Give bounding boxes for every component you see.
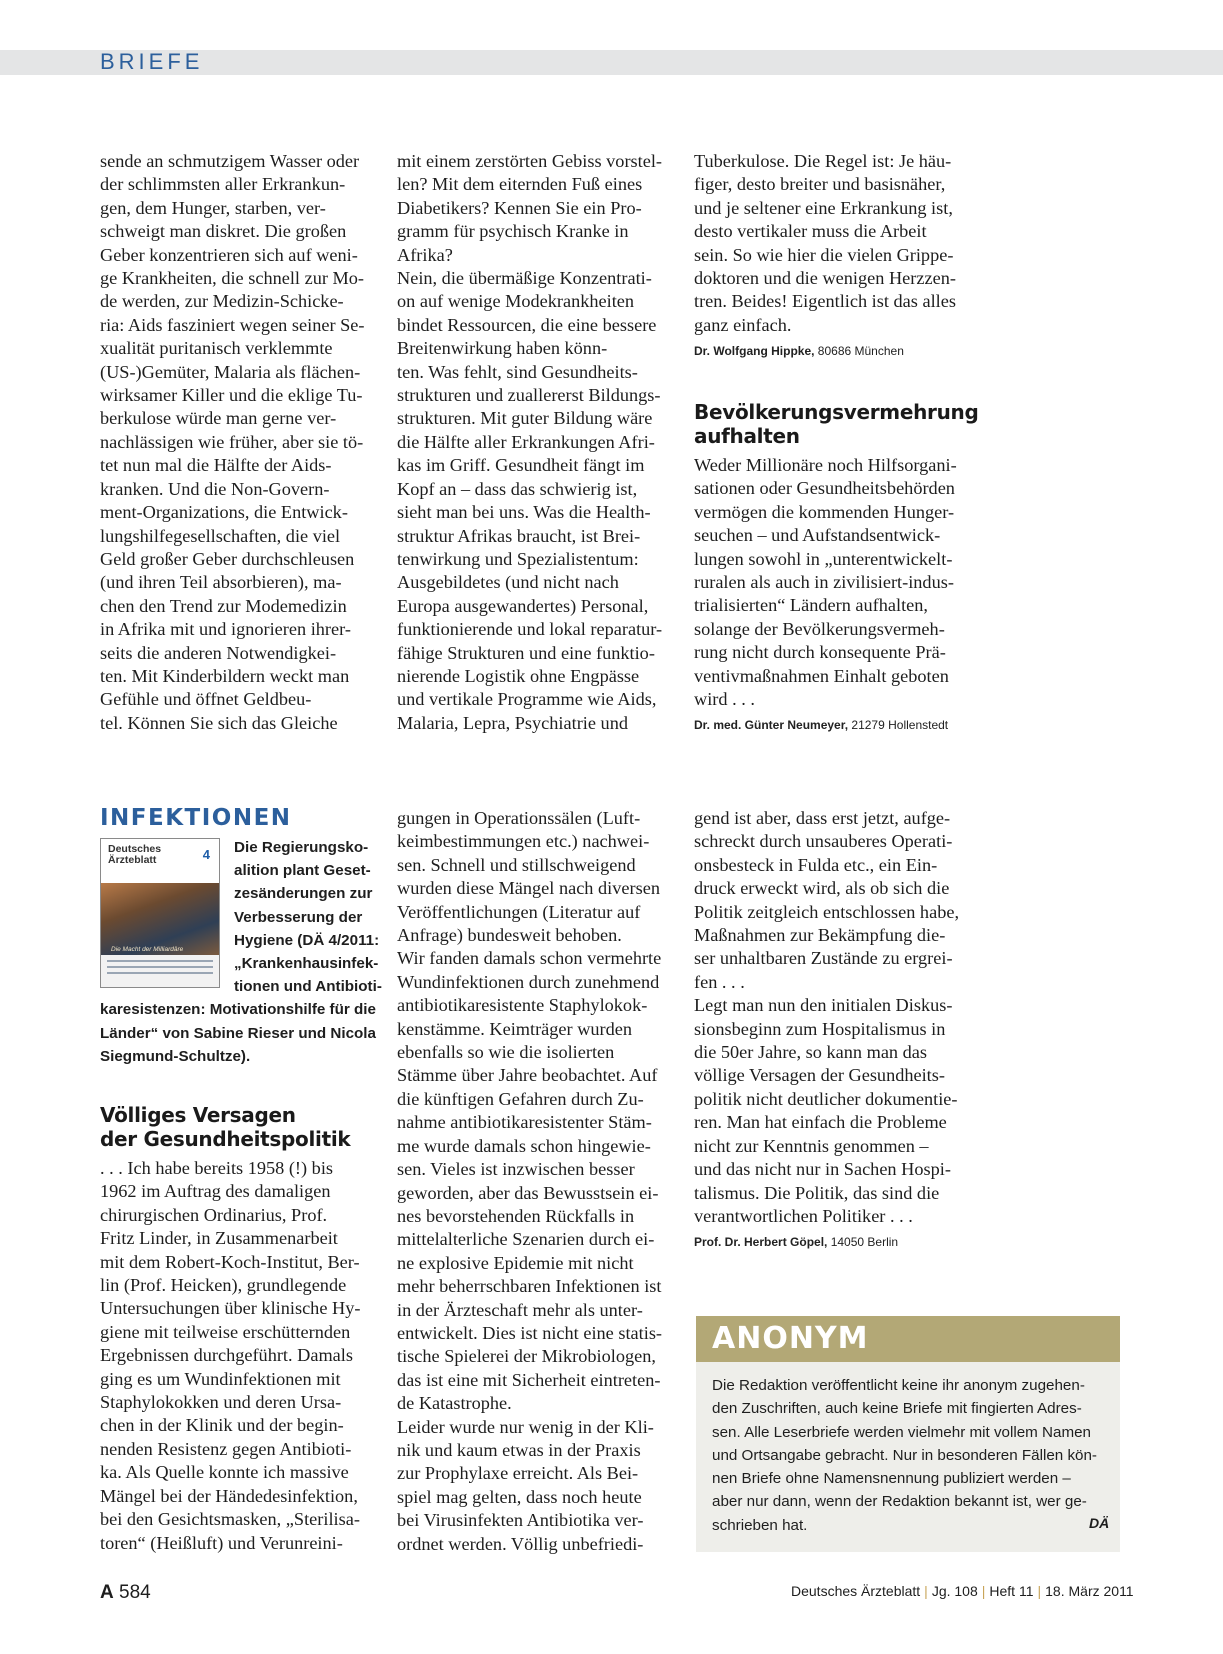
intro-line: alition plant Geset- [234,862,371,880]
letter1-column-1 [100,150,390,735]
letter3-text-part-2: gungen in Operationssälen (Luft- keimbestimmungen etc.) nachwei- sen. Schnell und stillschweigend wurden diese Mängel nach diversen Veröffentlichungen (Literatur auf Anfrage) bundesweit behoben. Wir fanden damals schon vermehrte Wundinfektionen durch zunehmend antibiotikaresistente Staphylokok- kenstämme. Keimträger wurden ebenfalls so wie die isolierten Stämme über Jahre beobachtet. Auf die künftigen Gefahren durch Zu- nahme antibiotikaresistenter Stäm- me wurde damals schon hingewie- sen. Vieles ist inzwischen besser geworden, aber das Bewusstsein ei- nes bevorstehenden Rückfalls in mittelalterliche Szenarien durch ei- ne explosive Epidemie mit nicht mehr beherrschbaren Infektionen ist in der Ärzteschaft mehr als unter- entwickelt. Dies ist nicht eine statis- tische Spielerei der Mikrobiologen, das ist eine mit Sicherheit eintreten- de Katastrophe. Leider wurde nur wenig in der Kli- nik und kaum etwas in der Praxis zur Prophylaxe erreicht. Als Bei- spiel mag gelten, dass noch heute bei Virusinfekten Antibiotika ver- ordnet werden. Völlig unbefriedi- [397,808,663,1554]
letter3-text-part-3: gend ist aber, dass erst jetzt, aufge- schreckt durch unsauberes Operati- onsbesteck in Fulda etc., ein Ein- druck erweckt wird, als ob sich die Politik zeitgleich entschlossen habe, Maßnahmen zur Bekämpfung die- ser unhaltbaren Zustände zu ergrei- fen . . . Legt man nun den initialen Diskus- sionsbeginn zum Hospitalismus in die 50er Jahre, so kann man das völlige Versagen der Gesundheits- politik nicht deutlicher dokumentie- ren. Man hat einfach die Probleme nicht zur Kenntnis genommen – und das nicht nur in Sachen Hospi- talismus. Die Politik, das sind die verantwortlichen Politiker . . . [694,808,960,1226]
letter1-author-name: Dr. Wolfgang Hippke, [694,344,815,359]
letter2-author-place: 21279 Hollenstedt [851,718,949,733]
letter1-signature [694,343,994,359]
letter3-column-3 [694,807,994,1250]
cover-issue-number: 4 [202,847,210,862]
letter3-signature [694,1234,994,1250]
letter2-text: Weder Millionäre noch Hilfsorgani- sationen oder Gesundheitsbehörden vermögen die kommenden Hunger- seuchen – und Aufstandsentwick- lungen sowohl in „unterentwickelt- ruralen als auch in zivilisiert-indus- trialisierten“ Ländern aufhalten, solange der Bevölkerungsvermeh- rung nicht durch konsequente Prä- ventivmaßnahmen Einhalt geboten wird . . . [694,455,957,710]
cover-photo-caption: Die Macht der Milliardäre [111,946,184,953]
letter1-author-place: 80686 München [817,344,904,359]
letter1-text-part-2: mit einem zerstörten Gebiss vorstel- len? Mit dem eiternden Fuß eines Diabetikers? Kennen Sie ein Pro- gramm für psychisch Kranke in Afrika? Nein, die übermäßige Konzentrati- on auf wenige Modekrankheiten bindet Ressourcen, die eine bessere Breitenwirkung haben könn- ten. Was fehlt, sind Gesundheits- strukturen und zuallererst Bildungs- strukturen. Mit guter Bildung wäre die Hälfte aller Erkrankungen Afri- kas im Griff. Gesundheit fängt im Kopf an – dass das schwierig ist, sieht man bei uns. Was die Health- struktur Afrikas braucht, ist Brei- tenwirkung und Spezialistentum: Ausgebildetes (und nicht nach Europa ausgewandertes) Personal, funktionierende und lokal reparatur- fähige Strukturen und eine funktio- nierende Logistik ohne Engpässe und vertikale Programme wie Aids, Malaria, Lepra, Psychiatrie und [397,151,663,733]
footer-separator: | [924,1583,928,1599]
letter2-column [694,454,994,733]
letter1-text-part-3: Tuberkulose. Die Regel ist: Je häu- figer, desto breiter und basisnäher, und je seltener eine Erkrankung ist, desto vertikaler muss die Arbeit sein. So wie hier die vielen Grippe- doktoren und die wenigen Herzzen- tren. Beides! Eigentlich ist das alles ganz einfach. [694,151,956,335]
letter3-column-2 [397,807,689,1556]
anonym-editor-mark: DÄ [1089,1515,1110,1531]
footer-volume: Jg. 108 [931,1583,978,1599]
intro-line: Verbesserung der [234,908,363,926]
letter2-heading: Bevölkerungsvermehrung aufhalten [694,400,979,448]
intro-line: zesänderungen zur [234,885,373,903]
anonym-text: Die Redaktion veröffentlicht keine ihr anonym zugehen- den Zuschriften, auch keine Briefe mit fingierten Adres- sen. Alle Leserbriefe werden vielmehr mit vollem Namen und Ortsangabe gebracht. Nur in besonderen Fällen kön- nen Briefe ohne Namensnennung publiziert werden – aber nur dann, wenn der Redaktion bekannt ist, wer ge- schrieben hat. [712,1377,1097,1534]
letter3-author-name: Prof. Dr. Herbert Göpel, [694,1235,828,1250]
intro-line: karesistenzen: Motivationshilfe für die [100,1001,376,1019]
footer-issue: Heft 11 [989,1583,1034,1599]
topic-heading: INFEKTIONEN [100,805,292,831]
page-number [100,1582,151,1604]
letter3-text-part-1: . . . Ich habe bereits 1958 (!) bis 1962 im Auftrag des damaligen chirurgischen Ordinarius, Prof. Fritz Linder, in Zusammenarbeit mit dem Robert-Koch-Institut, Ber- lin (Prof. Heicken), grundlegende Untersuchungen über klinische Hy- giene mit teilweise erschütternden Ergebnissen durchgeführt. Damals ging es um Wundinfektionen mit Staphylokokken und deren Ursa- chen in der Klinik und der begin- nenden Resistenz gegen Antibioti- ka. Als Quelle konnte ich massive Mängel bei der Händedesinfektion, bei den Gesichtsmasken, „Sterilisa- toren“ (Heißluft) und Verunreini- [100,1158,361,1553]
letter3-heading: Völliges Versagen der Gesundheitspolitik [100,1103,351,1151]
intro-line: Die Regierungsko- [234,839,369,856]
footer-separator: | [1037,1583,1042,1599]
intro-line: Länder“ von Sabine Rieser und Nicola [100,1024,376,1042]
letter3-column-1 [100,1157,390,1555]
intro-line: „Krankenhausinfek- [234,955,379,973]
intro-line: tionen und Antibioti- [234,978,382,996]
footer-separator: | [981,1583,986,1599]
letter1-text-part-1: sende an schmutzigem Wasser oder der schlimmsten aller Erkrankun- gen, dem Hunger, starben, ver- schweigt man diskret. Die großen Geber konzentrieren sich auf weni- ge Krankheiten, die schnell zur Mo- de werden, zur Medizin-Schicke- ria: Aids fasziniert wegen seiner Se- xualität puritanisch verklemmte (US-)Gemüter, Malaria als flächen- wirksamer Killer und die eklige Tu- berkulose würde man gerne ver- nachlässigen wie früher, aber sie tö- tet nun mal die Hälfte der Aids- kranken. Und die Non-Govern- ment-Organizations, die Entwick- lungshilfegesellschaften, die viel Geld großer Geber durchschleusen (und ihren Teil absorbieren), ma- chen den Trend zur Modemedizin in Afrika mit und ignorieren ihrer- seits die anderen Notwendigkei- ten. Mit Kinderbildern weckt man Gefühle und öffnet Geldbeu- tel. Können Sie sich das Gleiche [100,151,365,733]
letter1-column-3 [694,150,994,359]
intro-line: Hygiene (DÄ 4/2011: [234,931,380,949]
cover-brand: Deutsches Ärzteblatt [108,843,162,866]
anonym-title: ANONYM [712,1321,869,1356]
section-label: BRIEFE [100,49,204,74]
footer-publication-info [791,1583,1134,1599]
letter2-signature [694,717,994,733]
letter2-author-name: Dr. med. Günter Neumeyer, [694,718,849,733]
letter1-column-2 [397,150,689,735]
intro-line: Siegmund-Schultze). [100,1047,251,1065]
letter3-author-place: 14050 Berlin [830,1235,899,1250]
footer-journal: Deutsches Ärzteblatt [791,1583,921,1599]
page-prefix: A [100,1582,114,1603]
footer-date: 18. März 2011 [1045,1583,1134,1599]
page-number-value: 584 [119,1582,151,1603]
topic-intro [100,836,400,1068]
